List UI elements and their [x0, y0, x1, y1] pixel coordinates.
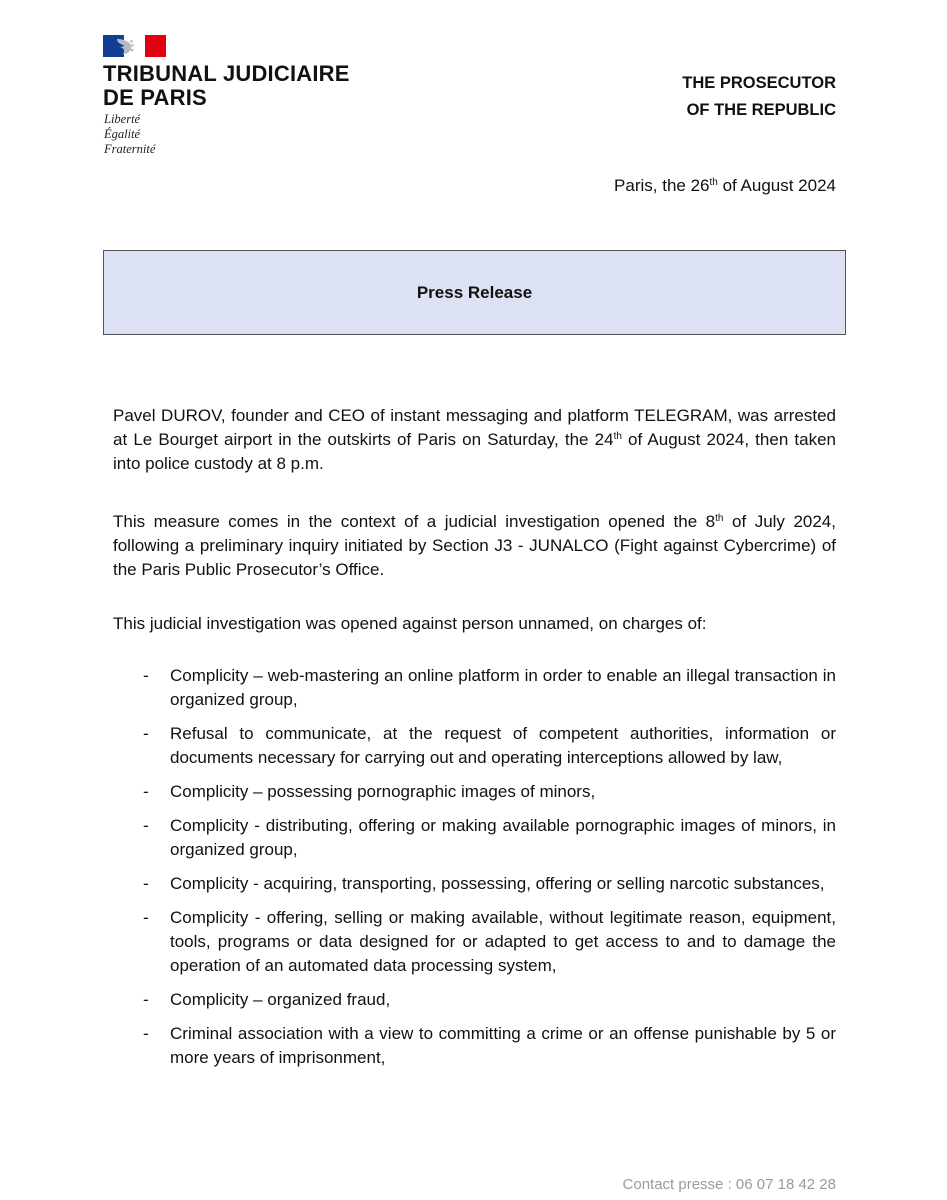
institution-line-2: DE PARIS	[103, 85, 207, 110]
date-prefix: Paris, the 26	[614, 176, 710, 195]
charge-item	[0, 1022, 836, 1070]
press-release-title: Press Release	[416, 282, 533, 302]
charge-text: Complicity - acquiring, transporting, possessing, offering or selling narcotic substances,	[170, 874, 825, 893]
bullet-dash: -	[143, 1024, 149, 1043]
charge-item	[0, 814, 836, 862]
p2-part1: This measure comes in the context of a judicial investigation opened the 8	[113, 512, 716, 531]
bullet-dash: -	[143, 816, 149, 835]
institution-line-1: TRIBUNAL JUDICIAIRE	[103, 61, 350, 86]
p2-ordinal: th	[715, 513, 724, 524]
paragraph-arrest	[113, 404, 836, 476]
p1-part2: of August 2024, then taken into police custody at 8 p.m.	[113, 430, 837, 473]
bullet-dash: -	[143, 724, 149, 743]
republic-motto	[104, 112, 155, 157]
prosecutor-heading	[682, 70, 836, 124]
marianne-flag-logo	[103, 35, 166, 57]
paragraph-investigation	[113, 510, 836, 582]
charge-item	[0, 780, 836, 804]
paragraph-charges-intro: This judicial investigation was opened against person unnamed, on charges of:	[113, 614, 707, 633]
charge-item	[0, 906, 836, 978]
charge-text: Complicity – organized fraud,	[170, 990, 391, 1009]
bullet-dash: -	[143, 990, 149, 1009]
charge-text: Complicity - offering, selling or making available, without legitimate reason, equipment, tools, programs or data designed for or adapted to get access to and to damage the operation of an automated data processing system,	[170, 908, 836, 975]
charge-text: Complicity – possessing pornographic images of minors,	[170, 782, 596, 801]
motto-egalite: Égalité	[104, 127, 141, 141]
charge-item	[0, 872, 836, 896]
press-release-banner	[103, 250, 846, 335]
p2-part2: of July 2024, following a preliminary inquiry initiated by Section J3 - JUNALCO (Fight against Cybercrime) of the Paris Public Prosecutor’s Office.	[113, 512, 836, 579]
charge-text: Complicity - distributing, offering or making available pornographic images of minors, in organized group,	[170, 816, 836, 859]
date-ordinal: th	[709, 177, 718, 188]
p1-ordinal: th	[613, 431, 622, 442]
charge-item	[0, 988, 836, 1012]
charges-list	[0, 664, 947, 1080]
charge-text: Refusal to communicate, at the request of competent authorities, information or documents necessary for carrying out and operating interceptions allowed by law,	[170, 724, 836, 767]
bullet-dash: -	[143, 908, 149, 927]
motto-fraternite: Fraternité	[104, 142, 156, 156]
institution-name	[103, 62, 350, 110]
p1-part1: Pavel DUROV, founder and CEO of instant messaging and platform TELEGRAM, was arrested at Le Bourget airport in the outskirts of Paris on Saturday, the 24	[113, 406, 836, 449]
charge-text: Complicity – web-mastering an online platform in order to enable an illegal transaction in organized group,	[170, 666, 836, 709]
charge-item	[0, 664, 836, 712]
bullet-dash: -	[143, 782, 149, 801]
charge-text: Criminal association with a view to committing a crime or an offense punishable by 5 or more years of imprisonment,	[170, 1024, 836, 1067]
prosecutor-line-2: OF THE REPUBLIC	[686, 101, 836, 119]
charge-item	[0, 722, 836, 770]
press-contact: Contact presse : 06 07 18 42 28	[622, 1176, 836, 1193]
date-suffix: of August 2024	[717, 176, 836, 195]
bullet-dash: -	[143, 666, 149, 685]
prosecutor-line-1: THE PROSECUTOR	[682, 74, 836, 92]
bullet-dash: -	[143, 874, 149, 893]
motto-liberte: Liberté	[104, 112, 141, 126]
release-date	[614, 175, 836, 197]
